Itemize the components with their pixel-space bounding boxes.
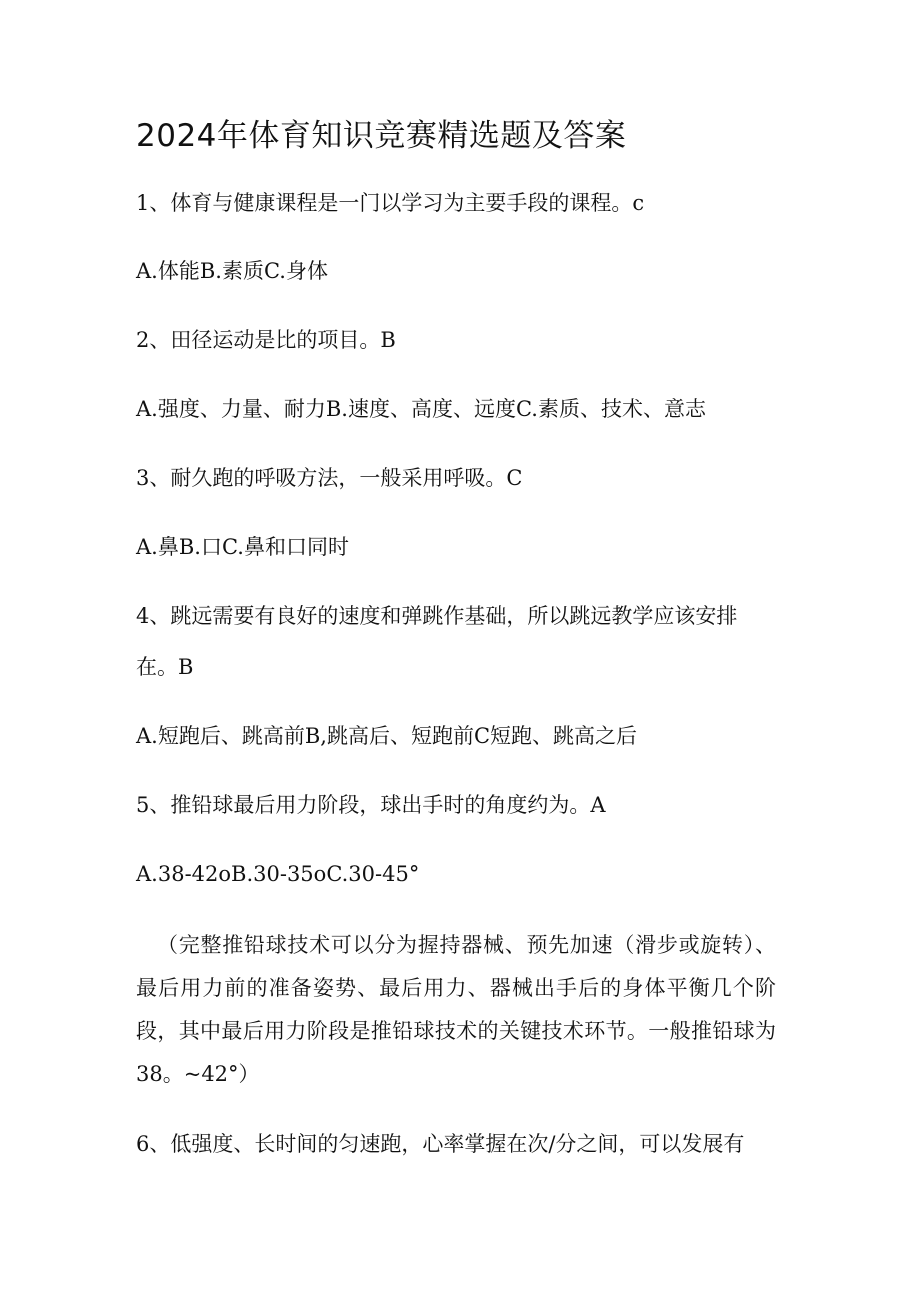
- question-6: 6、低强度、长时间的匀速跑，心率掌握在次/分之间，可以发展有: [136, 1132, 745, 1156]
- question-5: 5、推铅球最后用力阶段，球出手时的角度约为。A: [136, 793, 606, 817]
- question-2: 2、田径运动是比的项目。B: [136, 328, 396, 352]
- document-title: 2024年体育知识竞赛精选题及答案: [136, 118, 627, 154]
- question-2-options: A.强度、力量、耐力B.速度、高度、远度C.素质、技术、意志: [136, 397, 706, 421]
- question-5-options: A.38-42oB.30-35oC.30-45°: [136, 862, 420, 886]
- question-4: 4、跳远需要有良好的速度和弹跳作基础，所以跳远教学应该安排: [136, 604, 738, 628]
- question-1: 1、体育与健康课程是一门以学习为主要手段的课程。c: [136, 191, 645, 215]
- question-3: 3、耐久跑的呼吸方法，一般采用呼吸。C: [136, 466, 523, 490]
- question-4-options: A.短跑后、跳高前B,跳高后、短跑前C短跑、跳高之后: [136, 724, 638, 748]
- question-5-explanation: （完整推铅球技术可以分为握持器械、预先加速（滑步或旋转）、最后用力前的准备姿势、最后用力、器械出手后的身体平衡几个阶段，其中最后用力阶段是推铅球技术的关键技术环节。一般推铅球为38。~42°）: [136, 933, 776, 1086]
- question-4-continued: 在。B: [136, 655, 194, 679]
- question-3-options: A.鼻B.口C.鼻和口同时: [136, 535, 349, 559]
- question-1-options: A.体能B.素质C.身体: [136, 259, 328, 283]
